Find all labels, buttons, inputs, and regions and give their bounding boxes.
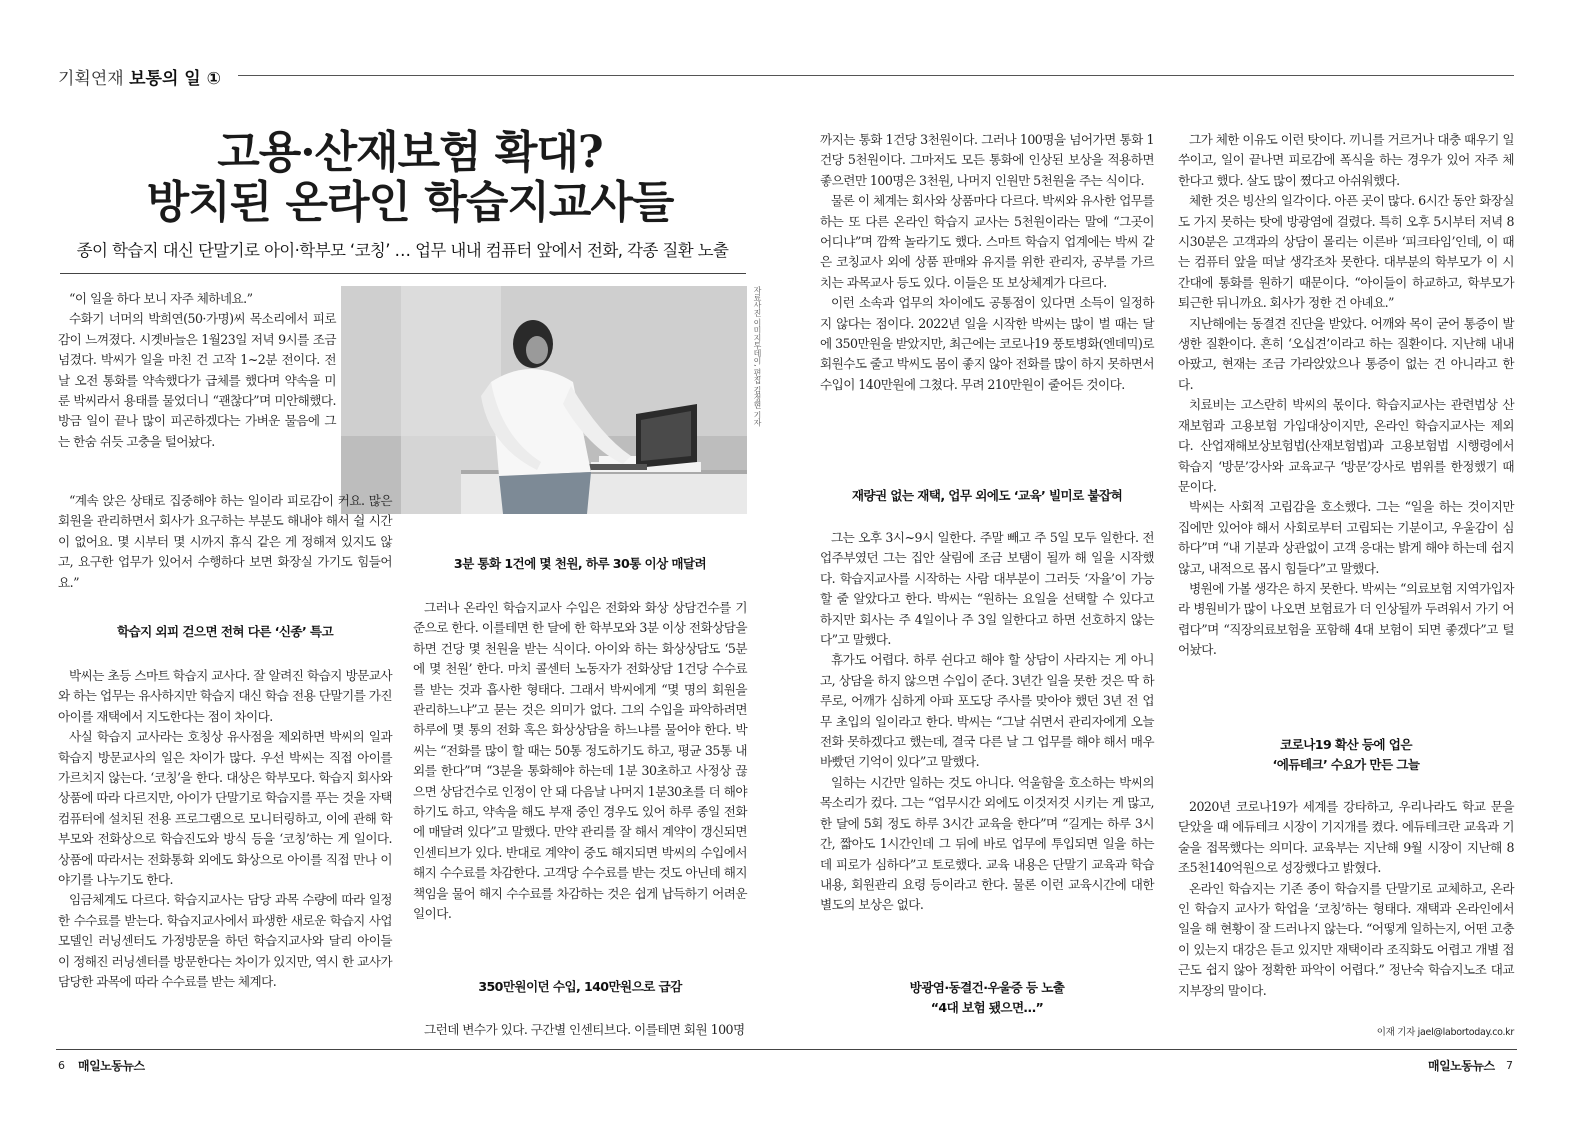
column-2-body xyxy=(413,598,747,925)
section-heading xyxy=(820,978,1154,1018)
section-heading-line: 방광염·동결건·우울증 등 노출 xyxy=(909,980,1065,995)
paragraph: 박씨는 사회적 고립감을 호소했다. 그는 “일을 하는 것이지만 집에만 있어야 해서 사회로부터 고립되는 기분이고, 우울감이 심하다”며 “내 기분과 상관없이 고객 응대는 밝게 해야 하는데 쉽지 않고, 내적으로 몹시 힘들다”고 말했다. xyxy=(1178,499,1514,576)
series-header xyxy=(58,64,221,89)
publication-logo-right: 매일노동뉴스 xyxy=(1428,1059,1495,1073)
paragraph: 사실 학습지 교사라는 호칭상 유사점을 제외하면 박씨의 일과 학습지 방문교사의 일은 차이가 많다. 우선 박씨는 직접 아이를 가르치지 않는다. ‘코칭’을 한다. 대상은 학부모다. 학습지 회사와 상품에 따라 다르지만, 아이가 단말기로 학습지를 푸는 것을 자택 컴퓨터에 설치된 전용 프로그램으로 모니터링하고, 이에 관해 학부모와 전화상으로 학습진도와 방식 등을 ‘코칭’하는 게 일이다. 상품에 따라서는 전화통화 외에도 화상으로 아이를 직접 만나 이야기를 나누기도 한다. xyxy=(58,729,392,888)
section-heading-line: “4대 보험 됐으면…” xyxy=(930,1000,1044,1015)
paragraph: 박씨는 초등 스마트 학습지 교사다. 잘 알려진 학습지 방문교사와 하는 업무는 유사하지만 학습지 대신 학습 전용 단말기를 가진 아이를 재택에서 지도한다는 점이 차이다. xyxy=(58,668,392,724)
section-heading-line: 코로나19 확산 등에 업은 xyxy=(1280,737,1412,752)
paragraph: 치료비는 고스란히 박씨의 몫이다. 학습지교사는 관련법상 산재보험과 고용보험 가입대상이지만, 온라인 학습지교사는 제외다. 산업재해보상보험법(산재보험법)과 고용보험법 시행령에서 학습지 ‘방문’강사와 교육교구 ‘방문’강사로 범위를 한정했기 때문이다. xyxy=(1178,397,1514,494)
section-heading: 3분 통화 1건에 몇 천원, 하루 30통 이상 매달려 xyxy=(453,556,707,571)
paragraph: 수화기 너머의 박희연(50·가명)씨 목소리에서 피로감이 느껴졌다. 시곗바늘은 1월23일 저녁 9시를 조금 넘겼다. 박씨가 일을 마친 건 고작 1~2분 전이다. 전날 오전 통화를 약속했다가 급체를 했다며 약속을 미룬 박씨라서 용태를 물었더니 “괜찮다”며 미안해했다. 방금 일이 끝나 많이 피곤하겠다는 가벼운 물음에 그는 한숨 쉬듯 고충을 털어놨다. xyxy=(58,311,336,449)
subheadline-divider xyxy=(60,273,746,274)
paragraph: 물론 이 체계는 회사와 상품마다 다르다. 박씨와 유사한 업무를 하는 또 다른 온라인 학습지 교사는 5천원이라는 말에 “그곳이 어디냐”며 깜짝 놀라기도 했다. 스마트 학습지 업계에는 박씨 같은 코칭교사 외에 상품 판매와 유지를 위한 관리자, 공부를 가르치는 과목교사 등도 있다. 이들은 또 보상체계가 다르다. xyxy=(820,193,1154,290)
paragraph: 까지는 통화 1건당 3천원이다. 그러나 100명을 넘어가면 통화 1건당 5천원이다. 그마저도 모든 통화에 인상된 보상을 적용하면 좋으련만 100명은 3천원, 나머지 인원만 5천원을 주는 식이다. xyxy=(820,132,1154,188)
section-heading: 350만원이던 수입, 140만원으로 급감 xyxy=(478,979,682,994)
paragraph: 온라인 학습지는 기존 종이 학습지를 단말기로 교체하고, 온라인 학습지 교사가 학업을 ‘코칭’하는 형태다. 재택과 온라인에서 일을 해 현황이 잘 드러나지 않는다. “어떻게 일하는지, 어떤 고충이 있는지 대강은 듣고 있지만 재택이라 조직화도 어렵고 개별 접근도 쉽지 않아 정확한 파악이 어렵다.” 정난숙 학습지노조 대교지부장의 말이다. xyxy=(1178,880,1514,998)
woman-at-laptop-photo xyxy=(341,286,747,514)
column-3-top xyxy=(820,130,1154,395)
column-4-top xyxy=(1178,130,1514,661)
column-4-body xyxy=(1178,797,1514,1001)
paragraph: “계속 앉은 상태로 집중해야 하는 일이라 피로감이 커요. 많은 회원을 관리하면서 회사가 요구하는 부분도 해내야 해서 쉴 시간이 없어요. 몇 시부터 몇 시까지 휴식 같은 게 정해져 있지도 않고, 요구한 업무가 있어서 수행하다 보면 화장실 가기도 힘들어요.” xyxy=(58,493,392,590)
paragraph: 임금체계도 다르다. 학습지교사는 담당 과목 수량에 따라 일정한 수수료를 받는다. 학습지교사에서 파생한 새로운 학습지 사업모델인 러닝센터도 가정방문을 하던 학습지교사와 달리 아이들이 정해진 러닝센터를 방문한다는 차이가 있지만, 역시 한 교사가 담당한 과목에 따라 수수료를 받는 체계다. xyxy=(58,892,392,990)
article-photo xyxy=(341,286,747,514)
column-1-top xyxy=(58,289,336,452)
section-heading-line: ‘에듀테크’ 수요가 만든 그늘 xyxy=(1272,757,1420,772)
footer-divider xyxy=(56,1049,1517,1050)
column-3-body xyxy=(820,528,1154,916)
headline-line-1: 고용·산재보험 확대? xyxy=(217,127,603,178)
paragraph: 그가 체한 이유도 이런 탓이다. 끼니를 거르거나 대충 때우기 일쑤이고, 일이 끝나면 피로감에 폭식을 하는 경우가 있어 자주 체한다고 했다. 살도 많이 쪘다고 아쉬워했다. xyxy=(1178,132,1514,188)
page-number-right: 7 xyxy=(1506,1059,1513,1072)
paragraph: 일하는 시간만 일하는 것도 아니다. 억울함을 호소하는 박씨의 목소리가 컸다. 그는 “업무시간 외에도 이것저것 시키는 게 많고, 한 달에 5회 정도 하루 3시간 교육을 한다”며 “길게는 하루 3시간, 짧아도 1시간인데 그 뒤에 바로 업무에 투입되면 일을 하는 데 피로가 심하다”고 토로했다. 교육 내용은 단말기 교육과 학습 내용, 회원관리 요령 등이라고 한다. 물론 이런 교육시간에 대한 별도의 보상은 없다. xyxy=(820,774,1154,913)
byline: 이재 기자 jael@labortoday.co.kr xyxy=(1376,1027,1514,1038)
section-heading: 학습지 외피 걷으면 전혀 다른 ‘신종’ 특고 xyxy=(116,624,334,639)
section-heading xyxy=(1178,735,1514,775)
paragraph: 이런 소속과 업무의 차이에도 공통점이 있다면 소득이 일정하지 않다는 점이다. 2022년 일을 시작한 박씨는 많이 벌 때는 달에 350만원을 받았지만, 최근에는 코로나19 풍토병화(엔데믹)로 회원수도 줄고 박씨도 몸이 좋지 않아 전화를 많이 하지 못하면서 수입이 140만원에 그쳤다. 무려 210만원이 줄어든 것이다. xyxy=(820,295,1154,392)
column-1-body xyxy=(58,666,392,993)
paragraph: 휴가도 어렵다. 하루 쉰다고 해야 할 상담이 사라지는 게 아니고, 상담을 하지 않으면 수입이 준다. 3년간 일을 못한 것은 딱 하루로, 어깨가 심하게 아파 포도당 주사를 맞아야 했던 3년 전 업무 초입의 일이라고 한다. 박씨는 “그날 쉬면서 관리자에게 오늘 전화 못하겠다고 했는데, 결국 다른 날 그 업무를 해야 해서 매우 바빴던 기억이 있다”고 말했다. xyxy=(820,652,1154,770)
page-number-left: 6 xyxy=(58,1059,65,1072)
header-divider xyxy=(238,75,1514,76)
paragraph: 2020년 코로나19가 세계를 강타하고, 우리나라도 학교 문을 닫았을 때 에듀테크 시장이 기지개를 켰다. 에듀테크란 교육과 기술을 접목했다는 의미다. 교육부는 지난해 9월 시장이 지난해 8조5천140억원으로 성장했다고 밝혔다. xyxy=(1178,799,1514,876)
headline-line-2: 방치된 온라인 학습지교사들 xyxy=(146,177,674,228)
series-label: 기획연재 xyxy=(58,69,124,89)
series-title: 보통의 일 ① xyxy=(129,69,222,89)
paragraph: 지난해에는 동결견 진단을 받았다. 어깨와 목이 굳어 통증이 발생한 질환이다. 흔히 ‘오십견’이라고 하는 질환이다. 지난해 내내 아팠고, 현재는 조금 가라앉았으나 통증이 없는 건 아니라고 한다. xyxy=(1178,315,1514,392)
paragraph: 그러나 온라인 학습지교사 수입은 전화와 화상 상담건수를 기준으로 한다. 이를테면 한 달에 한 학부모와 3분 이상 전화상담을 하면 건당 몇 천원을 받는 식이다. 아이와 하는 화상상담도 ‘5분에 몇 천원’ 한다. 마치 콜센터 노동자가 전화상담 1건당 수수료를 받는 것과 흡사한 형태다. 그래서 박씨에게 “몇 명의 회원을 관리하느냐”고 묻는 것은 의미가 없다. 그의 수입을 파악하려면 하루에 몇 통의 전화 혹은 화상상담을 하느냐를 물어야 한다. 박씨는 “전화를 많이 할 때는 50통 정도하기도 하고, 평균 35통 내외를 한다”며 “3분을 통화해야 하는데 1분 30초하고 사정상 끊으면 상담건수로 인정이 안 돼 다음날 나머지 1분30초를 더 해야 하기도 하고, 약속을 해도 부재 중인 경우도 있어 하루 종일 전화에 매달려 있다”고 말했다. 만약 관리를 잘 해서 계약이 갱신되면 인센티브가 있다. 반대로 계약이 중도 해지되면 박씨의 수입에서 해지 수수료를 차감한다. 고객당 수수료를 받는 것도 아닌데 해지 책임을 물어 해지 수수료를 차감하는 것은 쉽게 납득하기 어려운 일이다. xyxy=(413,600,747,922)
subheadline: 종이 학습지 대신 단말기로 아이·학부모 ‘코칭’ … 업무 내내 컴퓨터 앞에서 전화, 각종 질환 노출 xyxy=(76,241,729,260)
photo-credit: 자료사진 이미지투데이, 편집 김정현 기자 xyxy=(753,286,762,426)
column-1-quote xyxy=(58,491,392,593)
paragraph: 그런데 변수가 있다. 구간별 인센티브다. 이를테면 회원 100명 xyxy=(424,1022,745,1037)
paragraph: 병원에 가볼 생각은 하지 못한다. 박씨는 “의료보험 지역가입자라 병원비가 많이 나오면 보험료가 더 인상될까 두려워서 가기 어렵다”며 “직장의료보험을 포함해 4대 보험이 되면 좋겠다”고 털어놨다. xyxy=(1178,580,1514,658)
paragraph: “이 일을 하다 보니 자주 체하네요.” xyxy=(69,291,253,306)
section-heading: 재량권 없는 재택, 업무 외에도 ‘교육’ 빌미로 붙잡혀 xyxy=(851,488,1123,503)
paragraph: 그는 오후 3시~9시 일한다. 주말 빼고 주 5일 모두 일한다. 전업주부였던 그는 집안 살림에 조금 보탬이 될까 해 일을 시작했다. 학습지교사를 시작하는 사람 대부분이 그러듯 ‘자율’이 가능할 줄 알았다고 한다. 박씨는 “원하는 요일을 선택할 수 있다고 하지만 회사는 주 4일이나 주 3일 일한다고 하면 선호하지 않는다”고 말했다. xyxy=(820,530,1154,648)
column-2-tail xyxy=(413,1020,747,1040)
publication-logo-left: 매일노동뉴스 xyxy=(78,1059,145,1073)
paragraph: 체한 것은 빙산의 일각이다. 아픈 곳이 많다. 6시간 동안 화장실도 가지 못하는 탓에 방광염에 걸렸다. 특히 오후 5시부터 저녁 8시30분은 고객과의 상담이 몰리는 이른바 ‘피크타임’인데, 이 때는 컴퓨터 앞을 떠날 생각조차 못한다. 대부분의 학부모가 이 시간대에 통화를 원하기 때문이다. “아이들이 하교하고, 학부모가 퇴근한 뒤니까요. 회사가 정한 건 아녜요.” xyxy=(1178,193,1514,311)
